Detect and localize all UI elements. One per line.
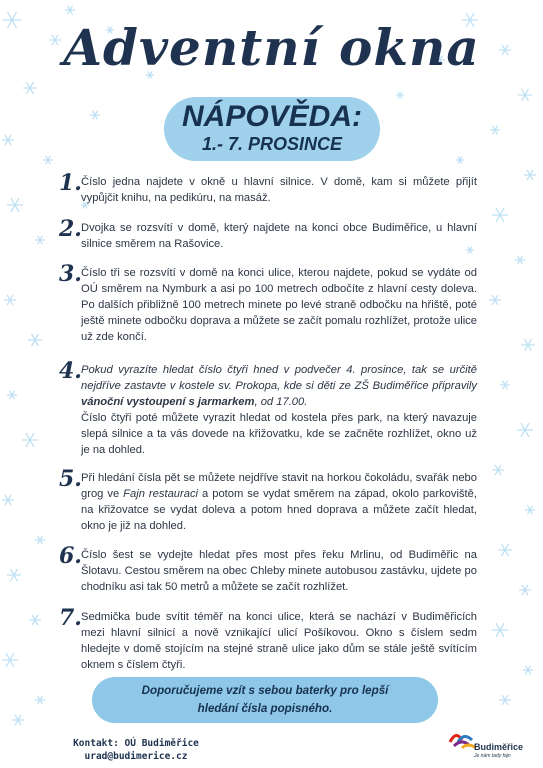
header-line1: NÁPOVĚDA:	[181, 100, 362, 133]
header-line2: 1.- 7. PROSINCE	[201, 134, 343, 154]
hint-number: 5.	[59, 466, 82, 492]
snowflake-icon	[7, 198, 23, 212]
snowflake-icon	[517, 423, 533, 437]
hint-text: Sedmička bude svítit téměř na konci ulice, která se nachází v Budiměřicích mezi hlavní silnicí a nově vznikající ulicí Pošíkovou. Okno s číslem sedm hledejte v domě stojícím na stejné straně ulice jako dům se stále ještě svítícím oknem s číslem čtyři.	[81, 611, 477, 671]
recommendation-line2: hledání čísla popisného.	[197, 702, 333, 715]
snowflake-icon	[498, 544, 512, 556]
hint-italic: Fajn restauraci	[123, 488, 199, 500]
contact-email: urad@budimerice.cz	[84, 751, 188, 762]
snowflake-icon	[2, 135, 14, 145]
logo-name: Budiměřice	[474, 742, 524, 752]
snowflake-icon	[12, 715, 24, 725]
hint-italic: Pokud vyrazíte hledat číslo čtyři hned v podvečer 4. prosince, tak se určitě nejdříve zastavte v kostele sv. Prokopa, kde si děti ze ZŠ Budiměřice připravily	[81, 364, 477, 392]
snowflake-icon	[2, 495, 14, 505]
snowflake-icon	[500, 381, 510, 390]
snowflake-icon	[521, 339, 535, 351]
snowflake-icon	[2, 653, 18, 667]
logo-slogan: Je nám tady fajn	[474, 753, 511, 759]
snowflake-icon	[396, 92, 404, 99]
snowflake-icon	[90, 111, 100, 120]
snowflake-icon	[499, 695, 511, 705]
snowflake-icon	[4, 295, 16, 305]
header-badge	[164, 97, 380, 161]
snowflake-icon	[525, 506, 535, 515]
snowflake-icon	[23, 82, 37, 94]
snowflake-icon	[7, 569, 21, 581]
hint-text-a: Při hledání čísla pět se můžete nejdříve stavit na horkou čokoládu, svařák nebo grog ve	[81, 472, 477, 500]
hint-text: Číslo jedna najdete v okně u hlavní silnice. V domě, kam si můžete přijít vypůjčit knihu, na pedikúru, na masáž.	[81, 176, 477, 204]
recommendation-badge	[92, 677, 438, 723]
hint-number: 2.	[59, 216, 82, 242]
hint-number: 3.	[59, 261, 82, 287]
hint-bold: vánoční vystoupení s jarmarkem	[81, 396, 255, 408]
page-title: Adventní okna	[63, 18, 480, 77]
snowflake-icon	[456, 157, 464, 164]
snowflake-icon	[35, 696, 45, 705]
recommendation-line1: Doporučujeme vzít s sebou baterky pro lepší	[141, 684, 389, 697]
snowflake-icon	[35, 236, 45, 245]
snowflake-icon	[28, 334, 42, 346]
snowflake-icon	[65, 6, 75, 15]
hint-number: 1.	[59, 170, 82, 196]
hint-text-b: a potom se vydat směrem na západ, okolo parkoviště, na křižovatce se vydat doleva a potom hned doprava a můžete začít hledat, okno je již na dohled.	[81, 488, 477, 532]
snowflake-icon	[518, 89, 532, 101]
snowflake-icon	[523, 666, 533, 675]
snowflake-icon	[515, 256, 525, 265]
hint-text: Dvojka se rozsvítí v domě, který najdete na konci obce Budiměřice, u hlavní silnice směrem na Rašovice.	[81, 222, 477, 250]
snowflake-icon	[22, 433, 38, 447]
snowflake-icon	[7, 391, 17, 400]
contact-info	[26, 737, 246, 763]
snowflake-icon	[492, 623, 508, 637]
snowflake-icon	[29, 615, 41, 625]
municipality-logo	[446, 728, 538, 764]
hint-italic-end: , od 17.00.	[254, 396, 308, 408]
snowflake-icon	[43, 156, 53, 165]
snowflake-icon	[35, 536, 45, 545]
hint-number: 4.	[59, 358, 82, 384]
snowflake-icon	[524, 170, 536, 180]
hint-text: Číslo tři se rozsvítí v domě na konci ulice, kterou najdete, pokud se vydáte od OÚ směrem na Nymburk a asi po 100 metrech odbočíte z hlavní cesty doleva. Po dalších přibližně 100 metrech minete po levé straně odbočku na hřiště, poté ještě minete odbočku doprava a můžete se začít pomalu rozhlížet, protože ulice už zde končí.	[81, 267, 477, 343]
snowflake-icon	[492, 465, 504, 475]
hint-number: 7.	[59, 605, 82, 631]
snowflake-icon	[492, 208, 508, 222]
hint-text: Číslo čtyři poté můžete vyrazit hledat od kostela přes park, na který navazuje slepá silnice a ta vás dovede na křižovatku, kde se začněte rozhlížet, okno už je na dohled.	[81, 412, 477, 456]
snowflake-icon	[519, 585, 531, 595]
hint-number: 6.	[59, 543, 82, 569]
hint-text: Číslo šest se vydejte hledat přes most přes řeku Mrlinu, od Budiměřic na Šlotavu. Cestou směrem na obec Chleby minete autobusou zastávku, ujdete po chodníku asi tak 50 metrů a můžete se začít rozhlížet.	[81, 549, 477, 593]
snowflake-icon	[490, 126, 500, 135]
contact-label: Kontakt: OÚ Budiměřice	[73, 738, 199, 749]
snowflake-icon	[489, 295, 501, 305]
